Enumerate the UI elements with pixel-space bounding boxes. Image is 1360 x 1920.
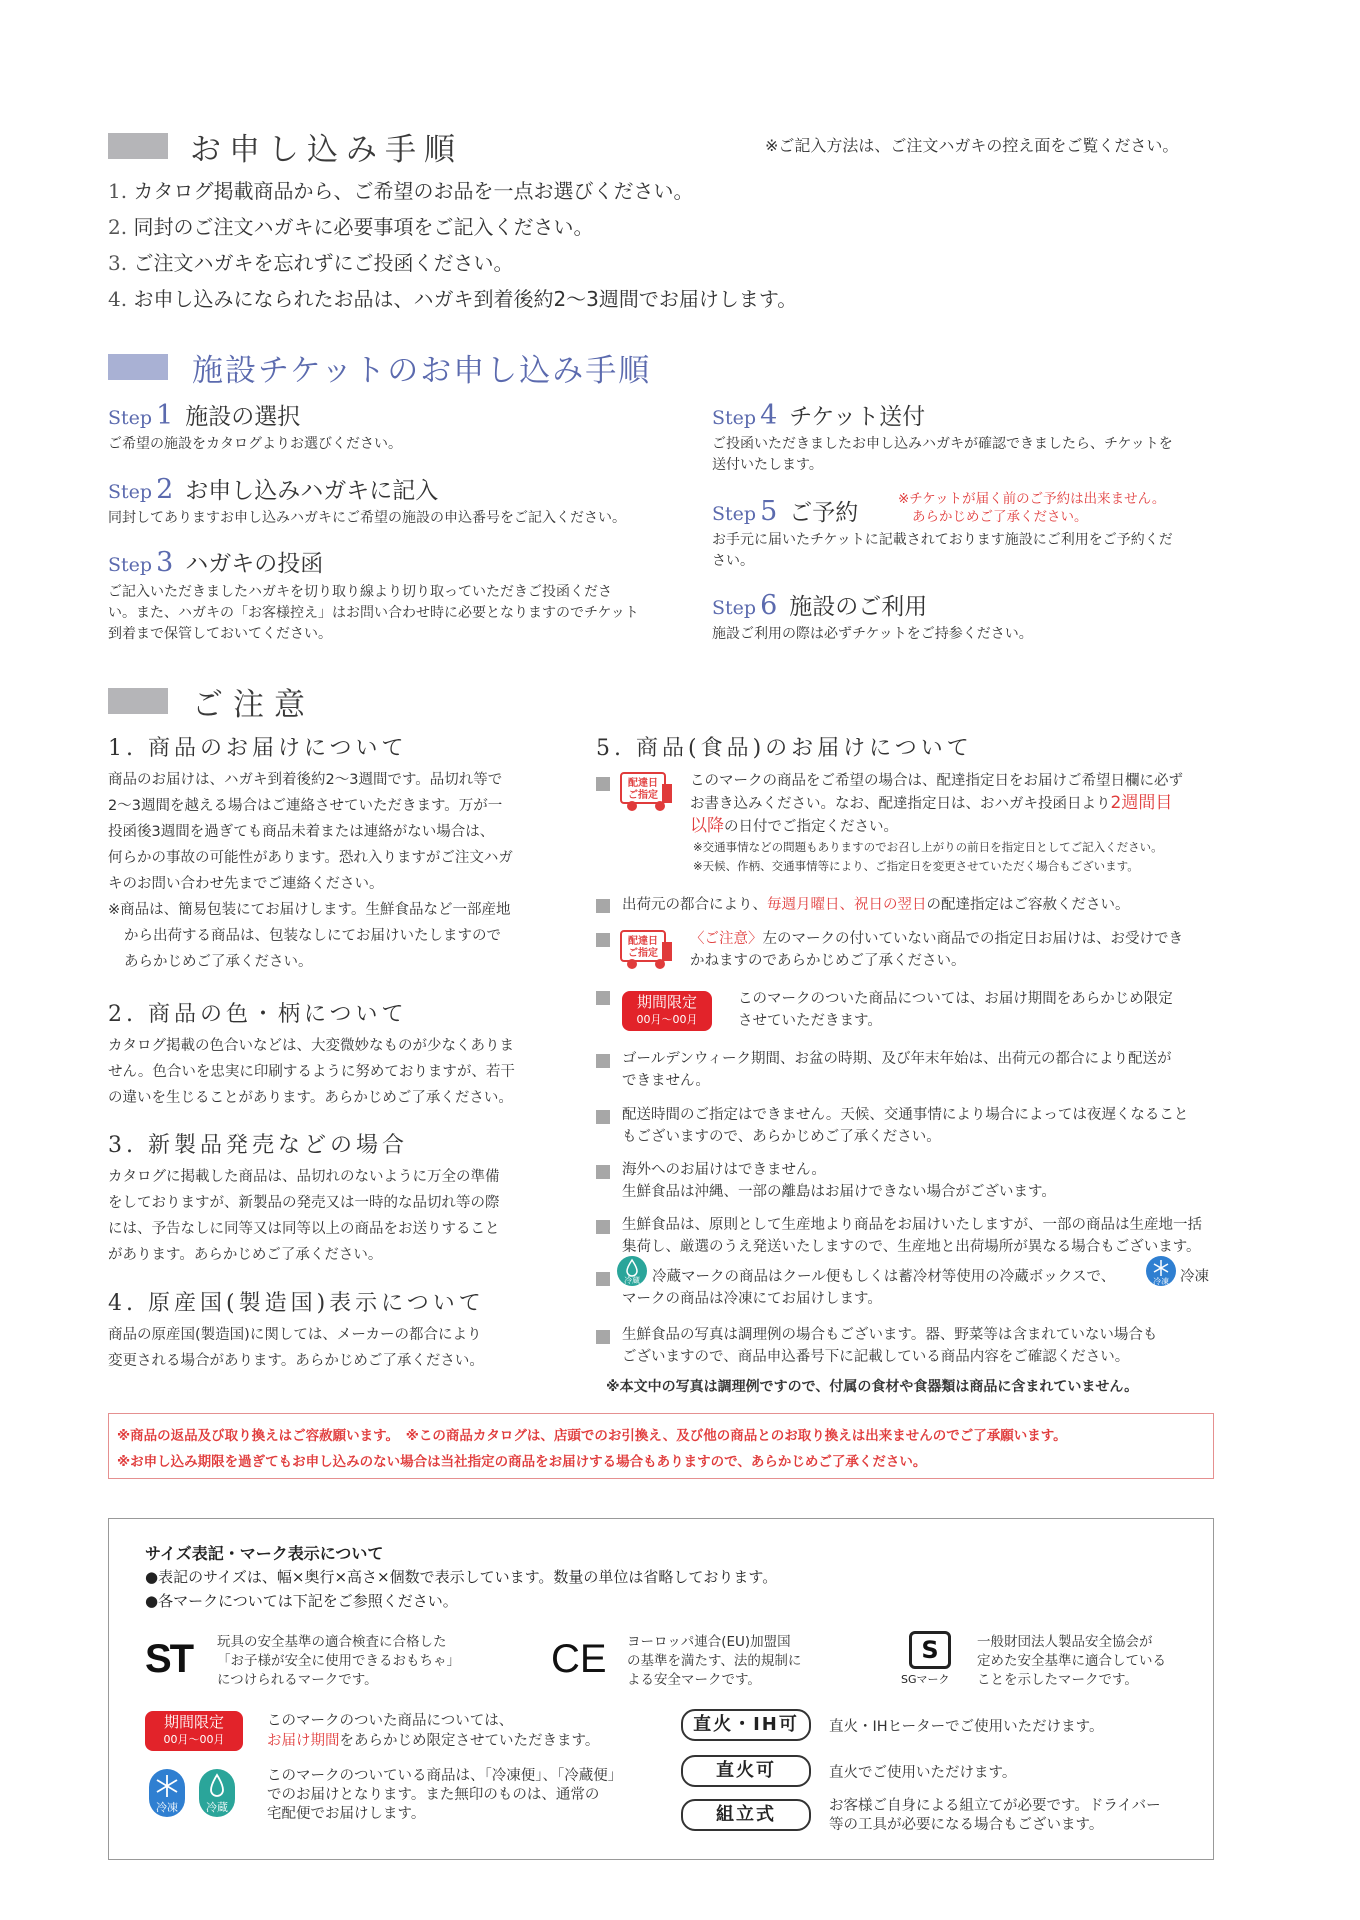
return-policy-box [108, 1413, 1214, 1479]
ticket-step-4: Step 4 チケット送付 [712, 400, 926, 431]
refrigerated-icon [617, 1256, 647, 1286]
cold-delivery-desc: このマークのついている商品は、「冷凍便」、「冷蔵便」 でのお届けとなります。また無印のものは、通常の 宅配便でお届けします。 [267, 1768, 623, 1822]
notice-3-heading: 3. 新製品発売などの場合 [108, 1133, 408, 1158]
delivery-date-icon [620, 930, 674, 970]
svg-text:冷蔵: 冷蔵 [206, 1801, 228, 1814]
bullet-square [596, 1330, 610, 1344]
bullet-square [596, 899, 610, 913]
notice-title: ご注意 [192, 687, 315, 723]
svg-text:冷凍: 冷凍 [1153, 1277, 1169, 1286]
ticket-step-3-body: ご記入いただきましたハガキを切り取り線より切り取っていただきご投函くださ い。また、ハガキの「お客様控え」はお問い合わせ時に必要となりますのでチケット 到着まで保管しておいてください。 [108, 584, 639, 642]
ticket-step-1-body: ご希望の施設をカタログよりお選びください。 [108, 436, 402, 452]
limited-period-badge: 期間限定 00月〜00月 [622, 991, 712, 1031]
delivery-date-icon-label: ご指定 [628, 948, 658, 959]
notice-5-item-3: 〈ご注意〉左のマークの付いていない商品での指定日お届けは、お受けでき かねますのであらかじめご了承ください。 [690, 931, 1183, 969]
order-step: 3. ご注文ハガキを忘れずにご投函ください。 [108, 251, 514, 275]
order-steps [108, 173, 797, 317]
notice-4-body: 商品の原産国(製造国)に関しては、メーカーの都合により 変更される場合があります。あらかじめご了承ください。 [108, 1327, 484, 1369]
return-policy-line-2: ※お申し込み期限を過ぎてもお申し込みのない場合は当社指定の商品をお届けする場合もありますので、あらかじめご了承ください。 [117, 1454, 927, 1470]
bullet-square [596, 1272, 610, 1286]
marks-bullet-1: ●表記のサイズは、幅×奥行×高さ×個数で表示しています。数量の単位は省略しております。 [145, 1568, 778, 1586]
ticket-step-3: Step 3 ハガキの投函 [108, 547, 324, 578]
svg-text:冷凍: 冷凍 [156, 1801, 178, 1814]
bullet-square [596, 1054, 610, 1068]
frozen-icon [149, 1769, 185, 1817]
order-step: 1. カタログ掲載商品から、ご希望のお品を一点お選びください。 [108, 179, 694, 203]
direct-fire-badge: 直火可 [681, 1755, 811, 1787]
order-step: 2. 同封のご注文ハガキに必要事項をご記入ください。 [108, 215, 594, 239]
sg-mark-desc: 一般財団法人製品安全協会が 定めた安全基準に適合している ことを示したマークです。 [977, 1634, 1166, 1688]
return-policy-line-1: ※商品の返品及び取り換えはご容赦願います。 ※この商品カタログは、店頭でのお引換え、及び他の商品とのお取り換えは出来ませんのでご了承願います。 [117, 1428, 1067, 1444]
ticket-step-1: Step 1 施設の選択 [108, 400, 301, 431]
svg-text:冷蔵: 冷蔵 [624, 1276, 640, 1285]
notice-5-item-9-cont: マークの商品は冷凍にてお届けします。 [622, 1291, 882, 1307]
ticket-step-2: Step 2 お申し込みハガキに記入 [108, 474, 439, 505]
ticket-step-6-body: 施設ご利用の際は必ずチケットをご持参ください。 [712, 626, 1033, 642]
notice-4-heading: 4. 原産国(製造国)表示について [108, 1291, 485, 1316]
section-bar [108, 133, 168, 159]
notice-5-item-9-frozen-label: 冷凍 [1180, 1269, 1209, 1285]
notice-5-item-2: 出荷元の都合により、毎週月曜日、祝日の翌日の配達指定はご容赦ください。 [622, 897, 1130, 913]
notice-5-item-10: 生鮮食品の写真は調理例の場合もございます。器、野菜等は含まれていない場合も ございますので、商品申込番号下に記載している商品内容をご確認ください。 [622, 1327, 1158, 1365]
bullet-square [596, 1165, 610, 1179]
notice-5-item-7: 海外へのお届けはできません。 生鮮食品は沖縄、一部の離島はお届けできない場合がございます。 [622, 1162, 1056, 1200]
st-mark-logo: ST [145, 1637, 193, 1681]
bullet-square [596, 933, 610, 947]
bullet-square [596, 1110, 610, 1124]
order-note: ※ご記入方法は、ご注文ハガキの控え面をご覧ください。 [765, 136, 1179, 155]
bullet-square [596, 1220, 610, 1234]
notice-5-item-4: このマークのついた商品については、お届け期間をあらかじめ限定 させていただきます。 [738, 991, 1173, 1029]
marks-bullet-2: ●各マークについては下記をご参照ください。 [145, 1592, 458, 1610]
marks-box [108, 1518, 1214, 1860]
notice-5-item-6: 配送時間のご指定はできません。天候、交通事情により場合によっては夜遅くなること もございますので、あらかじめご了承ください。 [622, 1107, 1189, 1145]
ce-mark-logo: CE [551, 1637, 607, 1681]
notice-5-item-8: 生鮮食品は、原則として生産地より商品をお届けいたしますが、一部の商品は生産地一括 集荷し、厳選のうえ発送いたしますので、生産地と出荷場所が異なる場合もございます。 [622, 1217, 1202, 1255]
ticket-step-5-body: お手元に届いたチケットに記載されております施設にご利用をご予約くだ さい。 [712, 532, 1173, 569]
ticket-step-2-body: 同封してありますお申し込みハガキにご希望の施設の申込番号をご記入ください。 [108, 510, 626, 526]
notice-5-item-1: このマークの商品をご希望の場合は、配達指定日をお届けご希望日欄に必ず お書き込みください。なお、配達指定日は、おハガキ投函日より2週間目 以降の日付でご指定ください。 ※交通事情などの問題もありますのでお召し上がりの前日を指定日としてご記入ください。 ※天候、作柄、交通事情等により、ご指定日を変更させていただく場合もございます。 [690, 773, 1183, 873]
assembly-desc: お客様ご自身による組立てが必要です。ドライバー 等の工具が必要になる場合もございます。 [829, 1798, 1161, 1833]
ticket-step-4-body: ご投函いただきましたお申し込みハガキが確認できましたら、チケットを 送付いたします。 [712, 436, 1173, 473]
notice-2-body: カタログ掲載の色合いなどは、大変微妙なものが少なくありま せん。色合いを忠実に印刷するように努めておりますが、若干 の違いを生じることがあります。あらかじめご了承ください。 [108, 1038, 515, 1106]
delivery-date-icon-label: ご指定 [628, 790, 658, 801]
direct-fire-desc: 直火でご使用いただけます。 [829, 1765, 1017, 1781]
refrigerated-icon [199, 1769, 235, 1817]
limited-period-desc: このマークのついた商品については、 お届け期間をあらかじめ限定させていただきます。 [267, 1713, 600, 1749]
section-bar [108, 354, 168, 380]
bullet-square [596, 777, 610, 791]
notice-1-heading: 1. 商品のお届けについて [108, 736, 408, 761]
frozen-icon [1146, 1256, 1176, 1286]
section-bar [108, 688, 168, 714]
sg-mark-caption: SGマーク [901, 1673, 950, 1686]
notice-2-heading: 2. 商品の色・柄について [108, 1002, 408, 1027]
bullet-square [596, 991, 610, 1005]
ce-mark-desc: ヨーロッパ連合(EU)加盟国 の基準を満たす、法的規制に よる安全マークです。 [627, 1634, 802, 1688]
delivery-date-icon-label: 配達日 [628, 936, 658, 947]
delivery-date-icon [620, 772, 674, 812]
photo-note: ※本文中の写真は調理例ですので、付属の食材や食器類は商品に含まれていません。 [606, 1379, 1139, 1395]
notice-5-heading: 5. 商品(食品)のお届けについて [596, 736, 973, 761]
ticket-step-5-warning: ※チケットが届く前のご予約は出来ません。 あらかじめご了承ください。 [898, 491, 1166, 525]
st-mark-desc: 玩具の安全基準の適合検査に合格した 「お子様が安全に使用できるおもちゃ」 につけられるマークです。 [217, 1634, 460, 1688]
delivery-date-icon-label: 配達日 [628, 778, 658, 789]
marks-title: サイズ表記・マーク表示について [145, 1544, 384, 1563]
direct-fire-ih-badge: 直火・IH可 [681, 1709, 811, 1741]
direct-fire-ih-desc: 直火・IHヒーターでご使用いただけます。 [829, 1719, 1104, 1735]
ticket-step-5: Step 5 ご予約 [712, 496, 859, 527]
notice-1-body: 商品のお届けは、ハガキ到着後約2〜3週間です。品切れ等で 2〜3週間を越える場合はご連絡させていただきます。万が一 投函後3週間を過ぎても商品未着または連絡がない場合は、 何らかの事故の可能性があります。恐れ入りますがご注文ハガ キのお問い合わせ先までご連絡ください。 ※商品は、簡易包装にてお届けします。生鮮食品など一部産地 から出荷する商品は、包装なしにてお届けいたしますので あらかじめご了承ください。 [108, 772, 513, 970]
ticket-step-6: Step 6 施設のご利用 [712, 590, 928, 621]
notice-3-body: カタログに掲載した商品は、品切れのないように万全の準備 をしておりますが、新製品の発売又は一時的な品切れ等の際 には、予告なしに同等又は同等以上の商品をお送りすること があります。あらかじめご了承ください。 [108, 1169, 500, 1263]
ticket-title: 施設チケットのお申し込み手順 [192, 353, 652, 389]
sg-mark-logo: S [909, 1631, 951, 1669]
notice-5-item-9: 冷蔵マークの商品はクール便もしくは蓄冷材等使用の冷蔵ボックスで、 [652, 1269, 1116, 1285]
order-title: お申し込み手順 [190, 132, 463, 168]
limited-period-badge: 期間限定 00月〜00月 [145, 1711, 243, 1751]
notice-5-item-5: ゴールデンウィーク期間、お盆の時期、及び年末年始は、出荷元の都合により配送が できません。 [622, 1051, 1172, 1089]
order-step: 4. お申し込みになられたお品は、ハガキ到着後約2〜3週間でお届けします。 [108, 287, 798, 311]
assembly-badge: 組立式 [681, 1799, 811, 1831]
